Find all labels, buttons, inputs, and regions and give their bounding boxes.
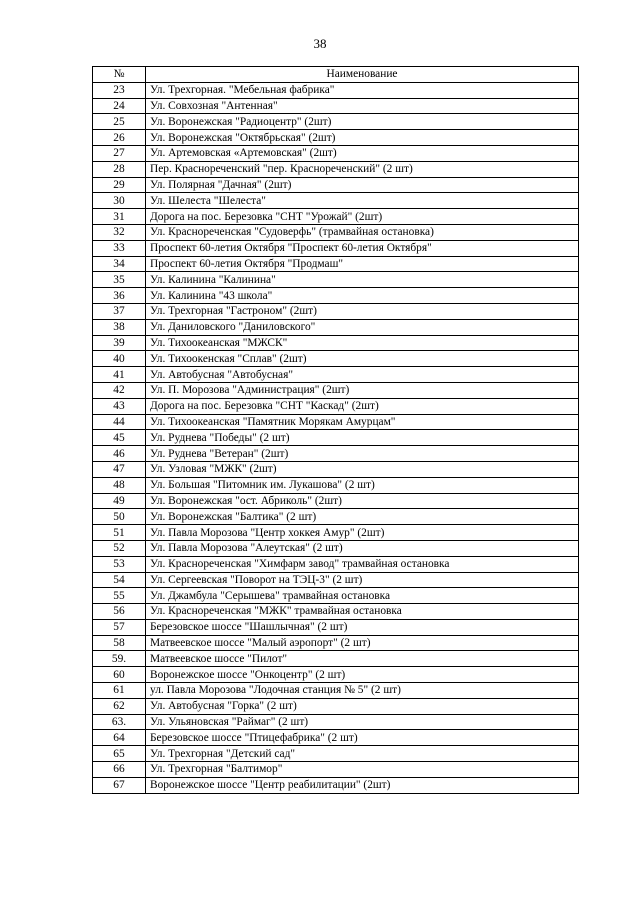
- row-name: Ул. Тихоокеанская "Памятник Морякам Амурцам": [146, 414, 579, 430]
- table-row: [93, 177, 579, 193]
- table-row: [93, 572, 579, 588]
- table-row: [93, 746, 579, 762]
- row-number: 38: [93, 319, 146, 335]
- row-number: 51: [93, 525, 146, 541]
- row-number: 27: [93, 145, 146, 161]
- row-name: Ул. Краснореченская "Судоверфь" (трамвайная остановка): [146, 224, 579, 240]
- row-number: 37: [93, 303, 146, 319]
- table-row: [93, 635, 579, 651]
- row-name: Ул. Трехгорная. "Мебельная фабрика": [146, 82, 579, 98]
- row-number: 54: [93, 572, 146, 588]
- row-name: Ул. Руднева "Победы" (2 шт): [146, 430, 579, 446]
- row-name: ул. Павла Морозова "Лодочная станция № 5" (2 шт): [146, 683, 579, 699]
- stops-table: [92, 66, 579, 794]
- row-number: 52: [93, 540, 146, 556]
- row-name: Ул. Полярная "Дачная" (2шт): [146, 177, 579, 193]
- row-name: Ул. Джамбула "Серышева" трамвайная остановка: [146, 588, 579, 604]
- row-name: Ул. Ульяновская "Раймаг" (2 шт): [146, 714, 579, 730]
- table-row: [93, 256, 579, 272]
- table-row: [93, 430, 579, 446]
- row-name: Воронежское шоссе "Онкоцентр" (2 шт): [146, 667, 579, 683]
- row-number: 53: [93, 556, 146, 572]
- row-name: Ул. Тихоокеанская "МЖСК": [146, 335, 579, 351]
- row-number: 36: [93, 288, 146, 304]
- table-body: [93, 82, 579, 793]
- row-name: Ул. Артемовская «Артемовская" (2шт): [146, 145, 579, 161]
- table-row: [93, 588, 579, 604]
- table-row: [93, 619, 579, 635]
- row-name: Ул. Даниловского "Даниловского": [146, 319, 579, 335]
- row-name: Ул. Трехгорная "Балтимор": [146, 762, 579, 778]
- table-row: [93, 667, 579, 683]
- table-row: [93, 319, 579, 335]
- table-row: [93, 240, 579, 256]
- row-name: Пер. Краснореченский "пер. Краснореченский" (2 шт): [146, 161, 579, 177]
- row-name: Ул. Краснореченская "Химфарм завод" трамвайная остановка: [146, 556, 579, 572]
- row-number: 33: [93, 240, 146, 256]
- row-number: 56: [93, 604, 146, 620]
- row-name: Матвеевское шоссе "Пилот": [146, 651, 579, 667]
- row-number: 66: [93, 762, 146, 778]
- row-name: Березовское шоссе "Шашлычная" (2 шт): [146, 619, 579, 635]
- table-row: [93, 367, 579, 383]
- row-number: 46: [93, 446, 146, 462]
- row-name: Ул. Калинина "43 школа": [146, 288, 579, 304]
- row-number: 44: [93, 414, 146, 430]
- table-row: [93, 288, 579, 304]
- row-number: 24: [93, 98, 146, 114]
- table-header-row: [93, 67, 579, 83]
- row-number: 43: [93, 398, 146, 414]
- row-name: Ул. Тихоокенская "Сплав" (2шт): [146, 351, 579, 367]
- row-name: Ул. Совхозная "Антенная": [146, 98, 579, 114]
- row-name: Ул. Воронежская "Балтика" (2 шт): [146, 509, 579, 525]
- row-name: Березовское шоссе "Птицефабрика" (2 шт): [146, 730, 579, 746]
- row-number: 39: [93, 335, 146, 351]
- table-row: [93, 335, 579, 351]
- row-number: 64: [93, 730, 146, 746]
- table-row: [93, 604, 579, 620]
- row-number: 57: [93, 619, 146, 635]
- row-number: 31: [93, 209, 146, 225]
- table-row: [93, 209, 579, 225]
- row-number: 67: [93, 777, 146, 793]
- row-number: 41: [93, 367, 146, 383]
- table-row: [93, 193, 579, 209]
- row-name: Ул. Павла Морозова "Алеутская" (2 шт): [146, 540, 579, 556]
- column-header-number: №: [93, 67, 146, 83]
- row-number: 34: [93, 256, 146, 272]
- row-name: Ул. Руднева "Ветеран" (2шт): [146, 446, 579, 462]
- row-number: 55: [93, 588, 146, 604]
- column-header-name: Наименование: [146, 67, 579, 83]
- row-number: 40: [93, 351, 146, 367]
- row-name: Проспект 60-летия Октября "Проспект 60-летия Октября": [146, 240, 579, 256]
- table-row: [93, 540, 579, 556]
- row-name: Матвеевское шоссе "Малый аэропорт" (2 шт): [146, 635, 579, 651]
- row-name: Ул. Трехгорная "Детский сад": [146, 746, 579, 762]
- row-name: Дорога на пос. Березовка "СНТ "Урожай" (2шт): [146, 209, 579, 225]
- row-number: 59.: [93, 651, 146, 667]
- row-name: Проспект 60-летия Октября "Продмаш": [146, 256, 579, 272]
- table-row: [93, 556, 579, 572]
- row-number: 25: [93, 114, 146, 130]
- table-row: [93, 493, 579, 509]
- table-row: [93, 777, 579, 793]
- table-row: [93, 224, 579, 240]
- table-row: [93, 130, 579, 146]
- row-number: 26: [93, 130, 146, 146]
- table-row: [93, 698, 579, 714]
- row-number: 48: [93, 477, 146, 493]
- row-number: 45: [93, 430, 146, 446]
- table-row: [93, 351, 579, 367]
- row-name: Ул. Большая "Питомник им. Лукашова" (2 шт): [146, 477, 579, 493]
- row-number: 32: [93, 224, 146, 240]
- row-number: 42: [93, 382, 146, 398]
- table-row: [93, 509, 579, 525]
- table-row: [93, 714, 579, 730]
- row-number: 58: [93, 635, 146, 651]
- table-row: [93, 414, 579, 430]
- row-number: 29: [93, 177, 146, 193]
- row-number: 49: [93, 493, 146, 509]
- row-number: 35: [93, 272, 146, 288]
- table-row: [93, 683, 579, 699]
- row-number: 63.: [93, 714, 146, 730]
- row-name: Ул. Шелеста "Шелеста": [146, 193, 579, 209]
- row-name: Ул. Автобусная "Горка" (2 шт): [146, 698, 579, 714]
- row-name: Ул. Воронежская "Октябрьская" (2шт): [146, 130, 579, 146]
- row-number: 28: [93, 161, 146, 177]
- table-row: [93, 398, 579, 414]
- row-number: 47: [93, 461, 146, 477]
- row-number: 65: [93, 746, 146, 762]
- row-number: 60: [93, 667, 146, 683]
- row-name: Ул. Калинина "Калинина": [146, 272, 579, 288]
- row-number: 30: [93, 193, 146, 209]
- table-row: [93, 762, 579, 778]
- row-number: 61: [93, 683, 146, 699]
- table-row: [93, 82, 579, 98]
- row-name: Воронежское шоссе "Центр реабилитации" (2шт): [146, 777, 579, 793]
- table-row: [93, 461, 579, 477]
- row-name: Ул. Павла Морозова "Центр хоккея Амур" (2шт): [146, 525, 579, 541]
- table-row: [93, 161, 579, 177]
- table-row: [93, 651, 579, 667]
- row-name: Ул. П. Морозова "Администрация" (2шт): [146, 382, 579, 398]
- row-name: Дорога на пос. Березовка "СНТ "Каскад" (2шт): [146, 398, 579, 414]
- row-name: Ул. Трехгорная "Гастроном" (2шт): [146, 303, 579, 319]
- table-row: [93, 272, 579, 288]
- row-name: Ул. Узловая "МЖК" (2шт): [146, 461, 579, 477]
- table-row: [93, 114, 579, 130]
- table-row: [93, 303, 579, 319]
- row-name: Ул. Сергеевская "Поворот на ТЭЦ-3" (2 шт): [146, 572, 579, 588]
- table-row: [93, 145, 579, 161]
- row-name: Ул. Воронежская "Радиоцентр" (2шт): [146, 114, 579, 130]
- row-name: Ул. Воронежская "ост. Абриколь" (2шт): [146, 493, 579, 509]
- row-name: Ул. Краснореченская "МЖК" трамвайная остановка: [146, 604, 579, 620]
- row-number: 50: [93, 509, 146, 525]
- table-row: [93, 98, 579, 114]
- table-row: [93, 382, 579, 398]
- table-row: [93, 477, 579, 493]
- table-row: [93, 525, 579, 541]
- table-row: [93, 446, 579, 462]
- row-name: Ул. Автобусная "Автобусная": [146, 367, 579, 383]
- row-number: 62: [93, 698, 146, 714]
- table-row: [93, 730, 579, 746]
- page-number: 38: [313, 36, 327, 51]
- row-number: 23: [93, 82, 146, 98]
